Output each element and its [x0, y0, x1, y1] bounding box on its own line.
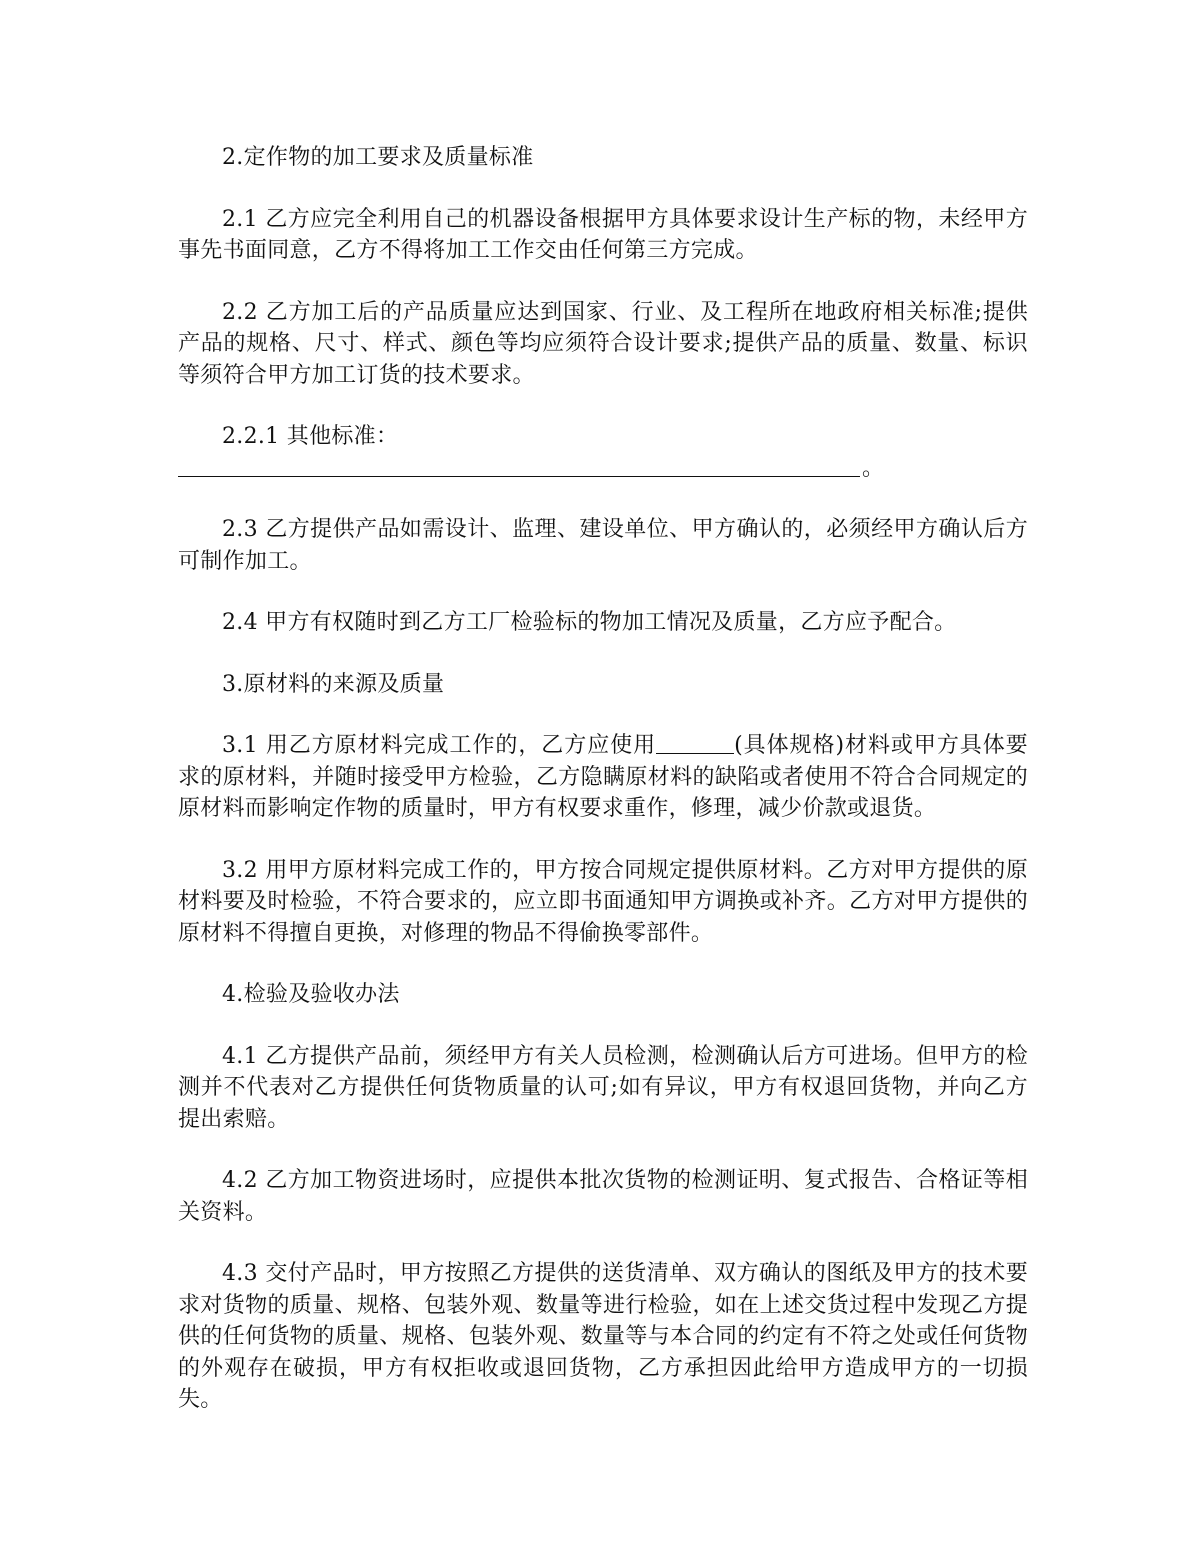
- section-4-heading: 4.检验及验收办法: [222, 982, 400, 1007]
- clause-3-2: 3.2 用甲方原材料完成工作的，甲方按合同规定提供原材料。乙方对甲方提供的原材料要及时检验，不符合要求的，应立即书面通知甲方调换或补齐。乙方对甲方提供的原材料不得擅自更换，对修理的物品不得偷换零部件。: [178, 857, 1028, 946]
- clause-2-2-1-label: 2.2.1 其他标准：: [222, 424, 399, 449]
- clause-2-2-1-period: 。: [862, 455, 885, 481]
- clause-2-2: 2.2 乙方加工后的产品质量应达到国家、行业、及工程所在地政府相关标准;提供产品的规格、尺寸、样式、颜色等均应须符合设计要求;提供产品的质量、数量、标识等须符合甲方加工订货的技术要求。: [178, 299, 1028, 388]
- section-2-heading: 2.定作物的加工要求及质量标准: [222, 145, 534, 170]
- clause-3-1: [178, 730, 1028, 825]
- clause-2-2-1-fill-row: [178, 453, 1028, 485]
- clause-4-2: 4.2 乙方加工物资进场时，应提供本批次货物的检测证明、复式报告、合格证等相关资料。: [178, 1168, 1028, 1225]
- document-page: [178, 142, 1028, 1446]
- clause-2-2-1: [178, 421, 1028, 484]
- material-spec-blank-line: [656, 733, 734, 754]
- section-3-heading: 3.原材料的来源及质量: [222, 671, 445, 697]
- clause-2-3: 2.3 乙方提供产品如需设计、监理、建设单位、甲方确认的，必须经甲方确认后方可制作加工。: [178, 517, 1028, 574]
- clause-3-1-after: (具体规格)材料或甲方具体要求的原材料，并随时接受甲方检验，乙方隐瞒原材料的缺陷或者使用不符合合同规定的原材料而影响定作物的质量时，甲方有权要求重作，修理，减少价款或退货。: [178, 733, 1028, 821]
- clause-4-3: 4.3 交付产品时，甲方按照乙方提供的送货清单、双方确认的图纸及甲方的技术要求对货物的质量、规格、包装外观、数量等进行检验，如在上述交货过程中发现乙方提供的任何货物的质量、规格、包装外观、数量等与本合同的约定有不符之处或任何货物的外观存在破损，甲方有权拒收或退回货物，乙方承担因此给甲方造成甲方的一切损失。: [178, 1261, 1028, 1412]
- clause-4-1: 4.1 乙方提供产品前，须经甲方有关人员检测，检测确认后方可进场。但甲方的检测并不代表对乙方提供任何货物质量的认可;如有异议，甲方有权退回货物，并向乙方提出索赔。: [178, 1043, 1028, 1132]
- other-standards-blank-line: [178, 454, 860, 477]
- clause-2-1: 2.1 乙方应完全利用自己的机器设备根据甲方具体要求设计生产标的物，未经甲方事先书面同意，乙方不得将加工工作交由任何第三方完成。: [178, 206, 1028, 263]
- clause-3-1-before: 3.1 用乙方原材料完成工作的，乙方应使用: [222, 733, 657, 758]
- clause-2-4: 2.4 甲方有权随时到乙方工厂检验标的物加工情况及质量，乙方应予配合。: [222, 610, 957, 635]
